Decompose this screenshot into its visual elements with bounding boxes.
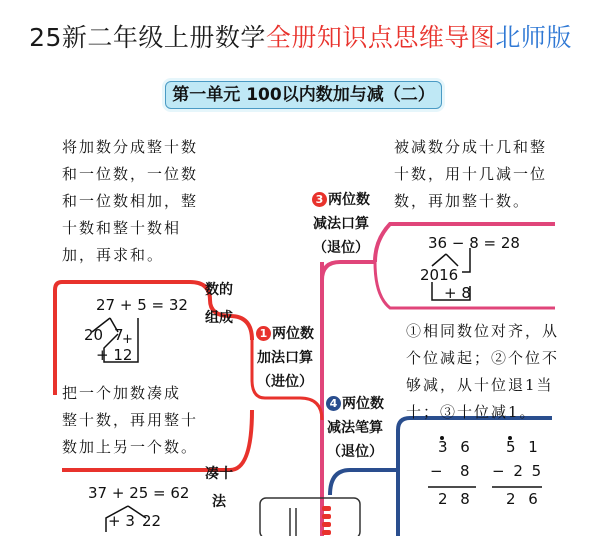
abacus-figure: [260, 498, 360, 536]
branch1-number-badge: 1: [256, 326, 271, 341]
note-add-round: [62, 380, 198, 461]
note-line: 加，再求和。: [62, 246, 165, 264]
branch3-node: [312, 188, 370, 260]
ex-add2-equation: 37 + 25 = 62: [88, 484, 190, 502]
written2-result: 2 6: [506, 490, 542, 508]
ex-add1-split-tens: 20: [84, 326, 104, 344]
branch1-node: [256, 322, 314, 394]
note-line: 十数和整十数相: [62, 219, 182, 237]
title-part-edition: 北师版: [495, 23, 572, 52]
note-line: 和一位数相加，整: [62, 192, 199, 210]
note-line: 整十数，再用整十: [62, 411, 199, 429]
branch4-line: 减法笔算: [327, 420, 383, 436]
branch3-connector: [322, 262, 375, 280]
ex-sub-plus: + 8: [444, 284, 471, 302]
note-line: ①相同数位对齐，从: [406, 322, 560, 340]
note-line: 够减，从十位退1当: [406, 376, 554, 394]
written1-result: 2 8: [438, 490, 474, 508]
note-line: 十数，用十几减一位: [394, 165, 548, 183]
note-line: 把一个加数凑成: [62, 384, 182, 402]
branch4-number-badge: 4: [326, 396, 341, 411]
note-line: 和一位数，一位数: [62, 165, 199, 183]
branch4-connector: [330, 470, 398, 495]
branch4-line: （退位）: [327, 444, 383, 460]
branch4-line: 两位数: [342, 396, 384, 412]
note-written-sub: [406, 318, 559, 426]
unit-header: 第一单元 100以内数加与减（二）: [165, 81, 442, 109]
branch3-number-badge: 3: [312, 192, 327, 207]
note-line: 十；③十位减1。: [406, 403, 537, 421]
note-sub-split: [394, 134, 547, 215]
branch1-line: （进位）: [257, 374, 313, 390]
branch1-line: 加法口算: [257, 350, 313, 366]
note-line: 将加数分成整十数: [62, 138, 199, 156]
ex-add1-split-ones: 7: [114, 326, 124, 344]
branch3-line: 减法口算: [313, 216, 369, 232]
written1-sub: 8: [460, 462, 470, 480]
written1-top: 3 6: [438, 438, 474, 456]
ex-add1-partial: + 12: [96, 346, 133, 364]
title-part-mindmap: 全册知识点思维导图: [265, 23, 496, 52]
ex-add1-plus: +: [122, 332, 133, 347]
method-compose-label: [205, 278, 233, 330]
note-line: 数加上另一个数。: [62, 438, 199, 456]
method-round-line: 凑十: [205, 466, 233, 482]
branch3-line: （退位）: [313, 240, 369, 256]
note-add-split: [62, 134, 198, 269]
written2-op: − 2 5: [492, 462, 544, 480]
ex-add1-equation: 27 + 5 = 32: [96, 296, 188, 314]
method-round-line: 法: [212, 494, 226, 510]
method-compose-line: 数的: [205, 282, 233, 298]
written1-op: −: [430, 462, 443, 480]
ex-add2-split-a: + 3: [108, 512, 135, 530]
written2-top: 5 1: [506, 438, 542, 456]
ex-sub-split: 2016: [420, 266, 459, 284]
note-line: 数，再加整十数。: [394, 192, 531, 210]
title-part-grade: 25新二年级上册数学: [29, 23, 266, 52]
method-compose-line: 组成: [205, 310, 233, 326]
ex-sub-equation: 36 − 8 = 28: [428, 234, 520, 252]
method-round-label: [205, 462, 233, 514]
branch1-line: 两位数: [272, 326, 314, 342]
branch3-line: 两位数: [328, 192, 370, 208]
note-line: 被减数分成十几和整: [394, 138, 548, 156]
note-add-split-underline: [55, 282, 62, 395]
branch4-node: [326, 392, 384, 464]
ex-add2-split-b: 22: [142, 512, 162, 530]
note-line: 个位减起；②个位不: [406, 349, 560, 367]
